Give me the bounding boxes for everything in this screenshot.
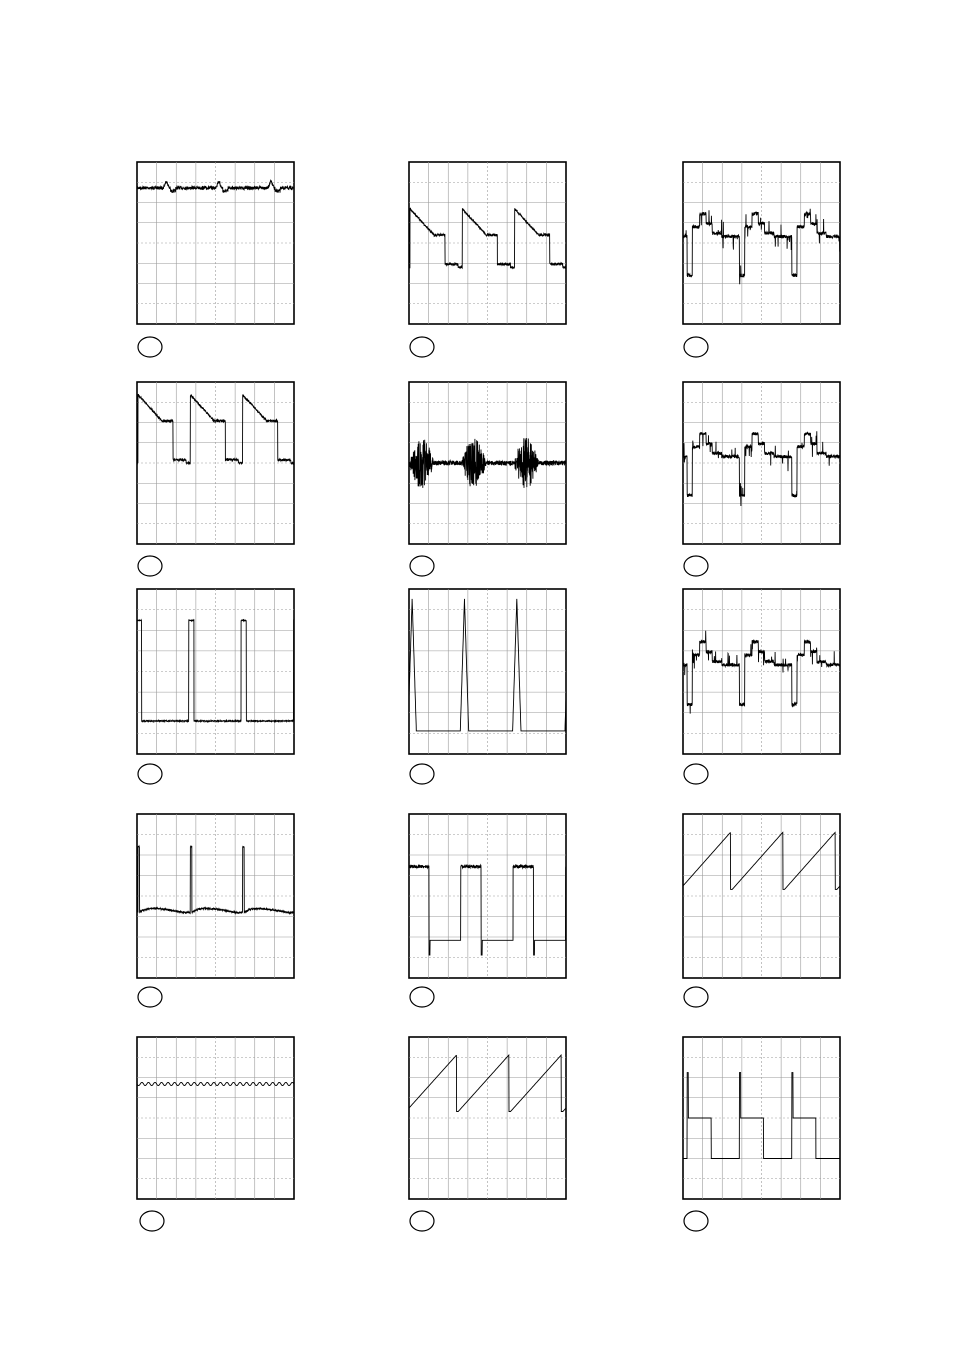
scope-screen-4 (137, 382, 294, 576)
callout-circle-6 (684, 556, 708, 576)
scope-screen-12 (683, 814, 840, 1007)
callout-circle-3 (684, 337, 708, 357)
scope-screen-14 (409, 1037, 566, 1231)
scope-screen-11 (409, 814, 566, 1007)
callout-circle-4 (138, 556, 162, 576)
scope-screen-15 (683, 1037, 840, 1231)
callout-circle-13 (140, 1211, 164, 1231)
callout-circle-5 (410, 556, 434, 576)
callout-circle-7 (138, 764, 162, 784)
callout-circle-8 (410, 764, 434, 784)
callout-circle-2 (410, 337, 434, 357)
callout-circle-1 (138, 337, 162, 357)
scope-screen-1 (137, 162, 294, 357)
scope-screen-2 (409, 162, 566, 357)
scope-screen-8 (409, 589, 566, 784)
scope-screen-7 (137, 589, 294, 784)
callout-circle-10 (138, 987, 162, 1007)
scope-screen-3 (683, 162, 840, 357)
callout-circle-11 (410, 987, 434, 1007)
scope-screen-9 (683, 589, 840, 784)
callout-circle-12 (684, 987, 708, 1007)
scope-screen-6 (683, 382, 840, 576)
scope-screen-5 (409, 382, 566, 576)
callout-circle-9 (684, 764, 708, 784)
scope-screen-10 (137, 814, 294, 1007)
callout-circle-14 (410, 1211, 434, 1231)
scope-screen-13 (137, 1037, 294, 1231)
callout-circle-15 (684, 1211, 708, 1231)
